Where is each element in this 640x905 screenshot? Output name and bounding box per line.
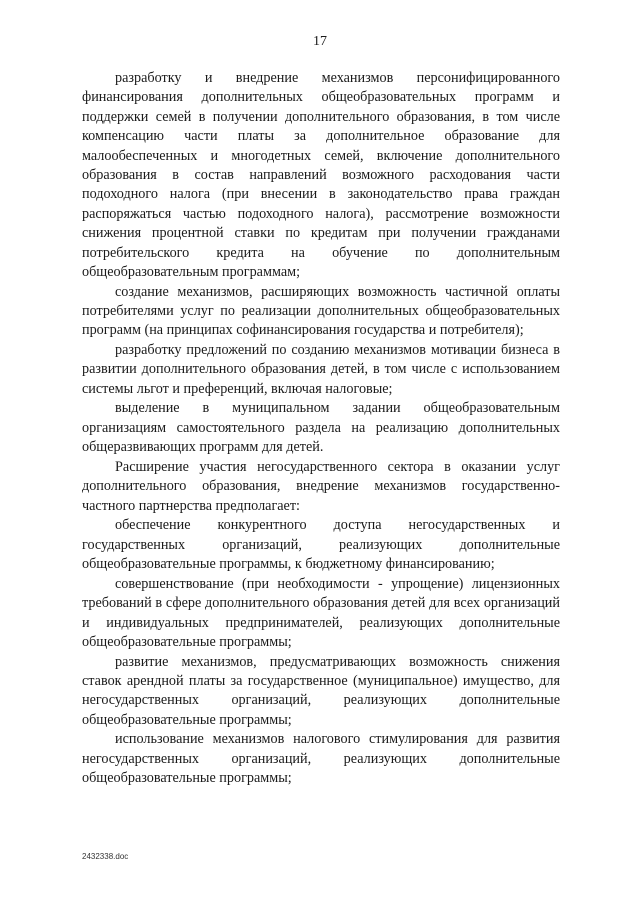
paragraph-rent-reduction: развитие механизмов, предусматривающих возможность снижения ставок арендной платы за государственное (муниципальное) имущество, для негосударственных организаций, реализующих дополнительные общеобразовательные программы; — [82, 653, 560, 728]
paragraph-municipal-assignment: выделение в муниципальном задании общеобразовательным организациям самостоятельного раздела на реализацию дополнительных общеразвивающих программ для детей. — [82, 400, 560, 456]
paragraph-personalized-financing: разработку и внедрение механизмов персонифицированного финансирования дополнительных общеобразовательных программ и поддержки семей в получении дополнительного образования, в том числе компенсацию части платы за дополнительное образование для малообеспеченных и многодетных семей, включение дополнительного образования в состав направлений возможного расходования части подоходного налога (при внесении в законодательство права граждан распоряжаться частью подоходного налога), рассмотрение возможности снижения процентной ставки по кредитам при получении гражданами потребительского кредита на обучение по дополнительным общеобразовательным программам; — [82, 70, 560, 281]
paragraph-licensing-requirements: совершенствование (при необходимости - упрощение) лицензионных требований в сфере дополнительного образования детей для всех организаций и индивидуальных предпринимателей, реализующих дополнительные общеобразовательные программы; — [82, 575, 560, 650]
document-file-code: 2432338.doc — [82, 852, 129, 861]
paragraph-business-motivation: разработку предложений по созданию механизмов мотивации бизнеса в развитии дополнительного образования детей, в том числе с использованием системы льгот и преференций, включая налоговые; — [82, 342, 560, 397]
document-body — [82, 69, 560, 789]
paragraph-tax-incentives: использование механизмов налогового стимулирования для развития негосударственных организаций, реализующих дополнительные общеобразовательные программы; — [82, 731, 560, 787]
page-number: 17 — [313, 34, 327, 49]
paragraph-nonstate-sector: Расширение участия негосударственного сектора в оказании услуг дополнительного образования, внедрение механизмов государственно-частного партнерства предполагает: — [82, 458, 560, 514]
paragraph-partial-payment: создание механизмов, расширяющих возможность частичной оплаты потребителями услуг по реализации дополнительных общеобразовательных программ (на принципах софинансирования государства и потребителя); — [82, 283, 560, 339]
paragraph-competitive-access: обеспечение конкурентного доступа негосударственных и государственных организаций, реализующих дополнительные общеобразовательные программы, к бюджетному финансированию; — [82, 517, 560, 573]
